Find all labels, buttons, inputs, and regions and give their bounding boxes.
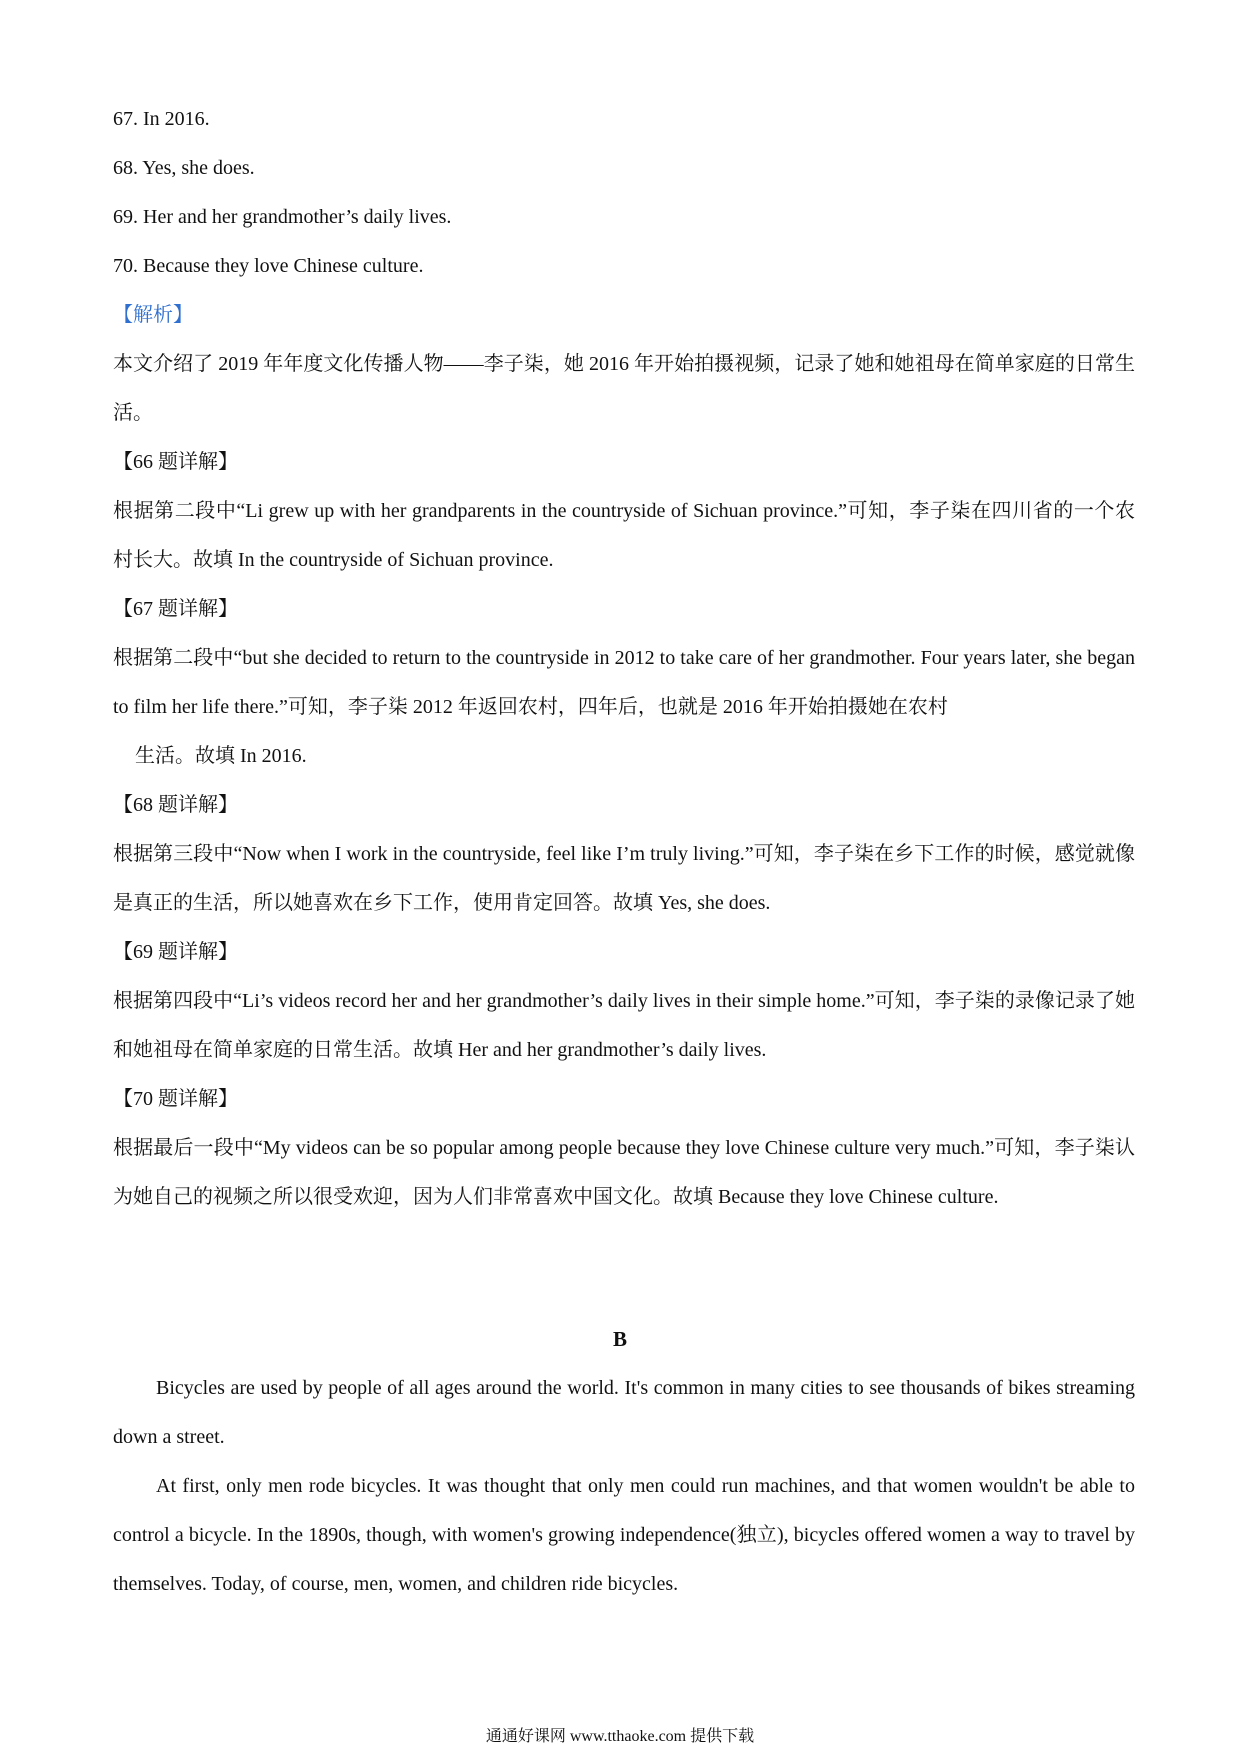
passage-paragraph-2: At first, only men rode bicycles. It was thought that only men could run machines, and that women wouldn't be able to control a bicycle. In the 1890s, though, with women's growing independence(独立), bicycles offered women a way to travel by themselves. Today, of course, men, women, and children ride bicycles. — [113, 1475, 1135, 1595]
answer-list — [113, 95, 1135, 1222]
answer-68: 68. Yes, she does. — [113, 157, 255, 179]
q69-explanation: 根据第四段中“Li’s videos record her and her grandmother’s daily lives in their simple home.”可知，李子柒的录像记录了她和她祖母在简单家庭的日常生活。故填 Her and her grandmother’s daily lives. — [113, 990, 1135, 1061]
q68-explanation: 根据第三段中“Now when I work in the countryside, feel like I’m truly living.”可知，李子柒在乡下工作的时候，感觉就像是真正的生活，所以她喜欢在乡下工作，使用肯定回答。故填 Yes, she does. — [113, 843, 1135, 914]
page-footer: 通通好课网 www.tthaoke.com 提供下载 — [485, 1728, 755, 1745]
analysis-label: 【解析】 — [113, 304, 193, 326]
q66-heading: 【66 题详解】 — [113, 451, 238, 473]
answer-67: 67. In 2016. — [113, 108, 210, 130]
section-b-passage — [113, 1364, 1135, 1609]
q68-heading: 【68 题详解】 — [113, 794, 238, 816]
q67-heading: 【67 题详解】 — [113, 598, 238, 620]
summary-paragraph: 本文介绍了 2019 年年度文化传播人物——李子柒，她 2016 年开始拍摄视频，记录了她和她祖母在简单家庭的日常生活。 — [113, 353, 1135, 424]
q69-heading: 【69 题详解】 — [113, 941, 238, 963]
q70-explanation: 根据最后一段中“My videos can be so popular among people because they love Chinese culture very much.”可知，李子柒认为她自己的视频之所以很受欢迎，因为人们非常喜欢中国文化。故填 Because they love Chinese culture. — [113, 1137, 1135, 1208]
q70-heading: 【70 题详解】 — [113, 1088, 238, 1110]
passage-paragraph-1: Bicycles are used by people of all ages around the world. It's common in many cities to see thousands of bikes streaming down a street. — [113, 1377, 1135, 1448]
q67-explanation-cont: 生活。故填 In 2016. — [135, 745, 307, 767]
q66-explanation: 根据第二段中“Li grew up with her grandparents in the countryside of Sichuan province.”可知，李子柒在四川省的一个农村长大。故填 In the countryside of Sichuan province. — [113, 500, 1135, 571]
q67-explanation: 根据第二段中“but she decided to return to the countryside in 2012 to take care of her grandmother. Four years later, she began to film her life there.”可知，李子柒 2012 年返回农村，四年后，也就是 2016 年开始拍摄她在农村 — [113, 647, 1135, 718]
section-b-title: B — [612, 1327, 627, 1351]
answer-70: 70. Because they love Chinese culture. — [113, 255, 424, 277]
answer-69: 69. Her and her grandmother’s daily lives. — [113, 206, 452, 228]
